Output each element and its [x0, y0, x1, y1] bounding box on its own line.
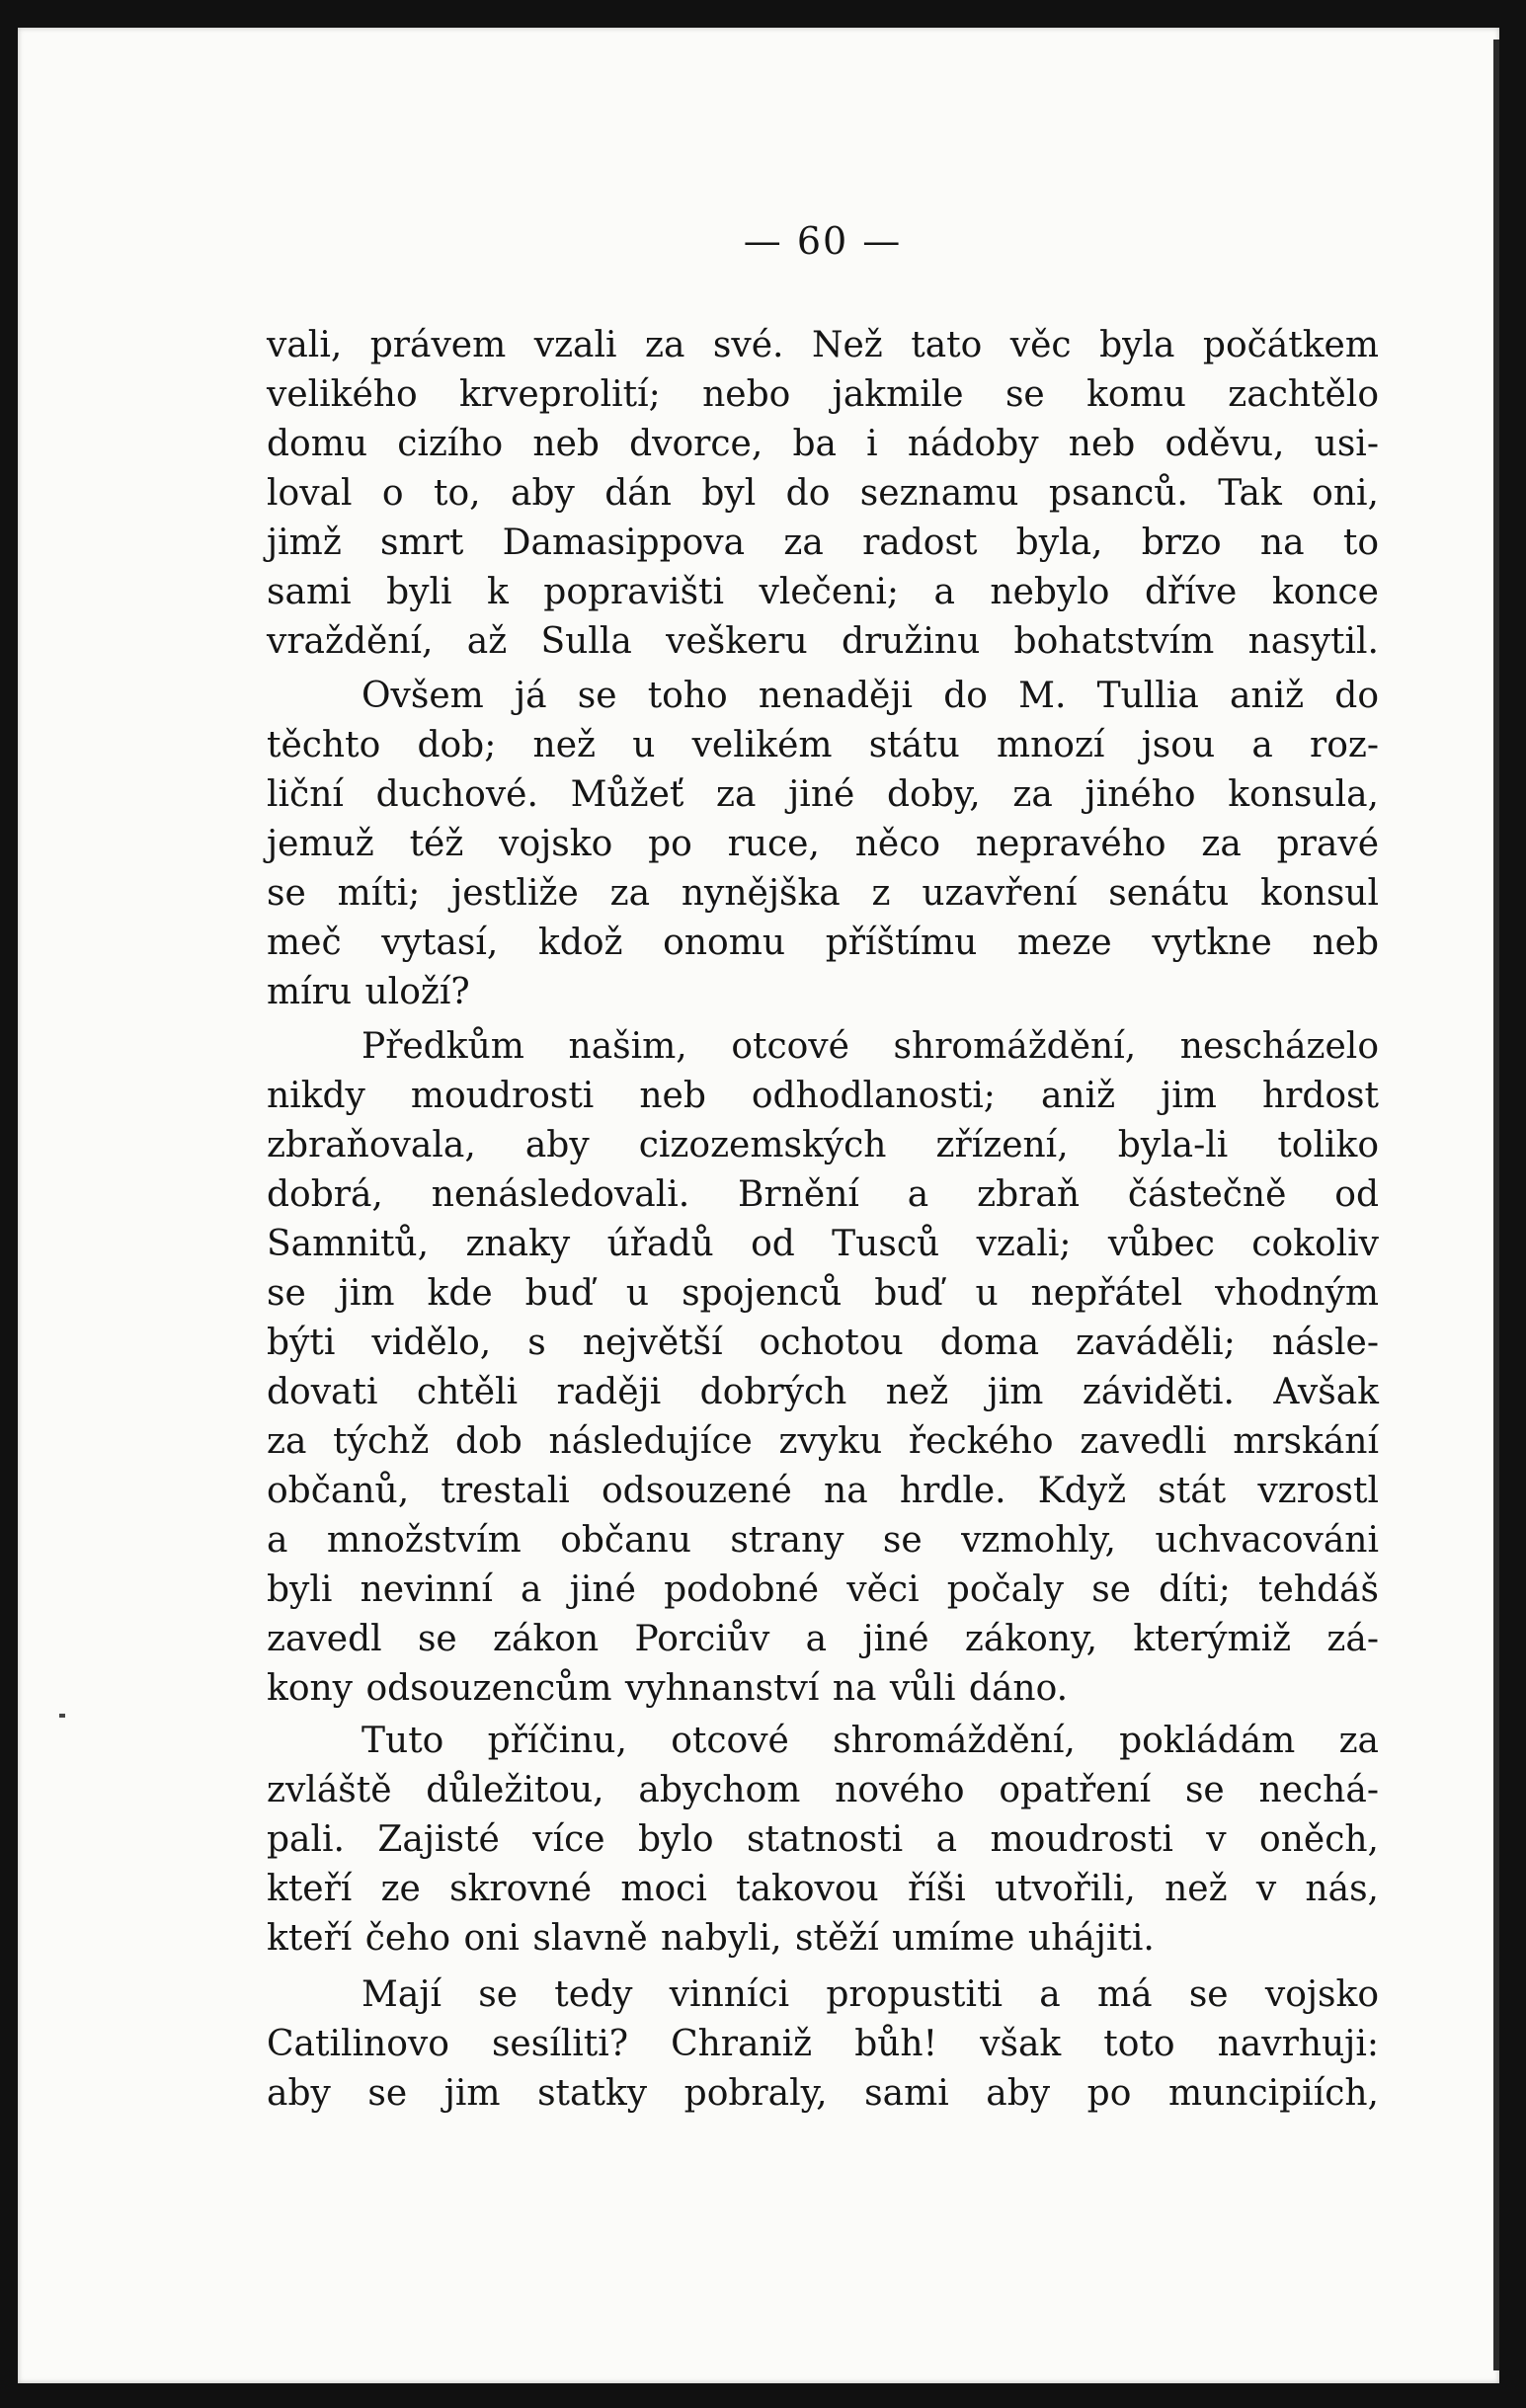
text-line: sami byli k popravišti vlečeni; a nebylo dříve konce	[267, 572, 1379, 612]
text-line: míru uloží?	[267, 972, 470, 1012]
text-line: velikého krveprolití; nebo jakmile se komu zachtělo	[267, 374, 1379, 415]
text-line: dobrá, nenásledovali. Brnění a zbraň částečně od	[267, 1174, 1379, 1215]
text-line: kteří čeho oni slavně nabyli, stěží umíme uhájiti.	[267, 1918, 1155, 1959]
text-line: za týchž dob následujíce zvyku řeckého zavedli mrskání	[267, 1421, 1379, 1462]
text-line: býti vidělo, s největší ochotou doma zaváděli; násle-	[267, 1323, 1379, 1363]
text-line: jimž smrt Damasippova za radost byla, brzo na to	[267, 522, 1379, 563]
text-line: zbraňovala, aby cizozemských zřízení, byla-li toliko	[267, 1125, 1379, 1165]
text-line: aby se jim statky pobraly, sami aby po muncipiích,	[267, 2073, 1379, 2114]
text-line: se jim kde buď u spojenců buď u nepřátel vhodným	[267, 1273, 1379, 1314]
margin-speck	[59, 1714, 65, 1718]
text-line: vraždění, až Sulla veškeru družinu bohatstvím nasytil.	[267, 621, 1379, 662]
text-line: občanů, trestali odsouzené na hrdle. Když stát vzrostl	[267, 1471, 1379, 1511]
text-line: meč vytasí, kdož onomu příštímu meze vytkne neb	[267, 923, 1379, 963]
text-line: jemuž též vojsko po ruce, něco nepravého za pravé	[267, 824, 1379, 864]
text-line: Ovšem já se toho nenaději do M. Tullia aniž do	[361, 676, 1379, 716]
text-line: vali, právem vzali za své. Než tato věc byla počátkem	[267, 325, 1379, 365]
page-binding-edge	[1493, 40, 1499, 2370]
text-line: Catilinovo sesíliti? Chraniž bůh! však toto navrhuji:	[267, 2024, 1379, 2064]
text-line: zavedl se zákon Porciův a jiné zákony, kterýmiž zá-	[267, 1619, 1379, 1659]
text-line: dovati chtěli raději dobrých než jim záviděti. Avšak	[267, 1372, 1379, 1412]
text-line: zvláště důležitou, abychom nového opatření se nechá-	[267, 1770, 1379, 1810]
text-line: Předkům našim, otcové shromáždění, nescházelo	[361, 1026, 1379, 1067]
text-line: byli nevinní a jiné podobné věci počaly se díti; tehdáš	[267, 1569, 1379, 1610]
text-line: kony odsouzencům vyhnanství na vůli dáno.	[267, 1668, 1069, 1709]
text-line: Tuto příčinu, otcové shromáždění, pokládám za	[361, 1721, 1379, 1761]
text-line: Mají se tedy vinníci propustiti a má se vojsko	[361, 1974, 1379, 2015]
text-line: nikdy moudrosti neb odhodlanosti; aniž jim hrdost	[267, 1076, 1379, 1116]
page-number: — 60 —	[743, 219, 903, 263]
text-line: pali. Zajisté více bylo statnosti a moudrosti v oněch,	[267, 1819, 1379, 1860]
text-line: loval o to, aby dán byl do seznamu psanců. Tak oni,	[267, 473, 1379, 514]
text-line: kteří ze skrovné moci takovou říši utvořili, než v nás,	[267, 1869, 1379, 1909]
text-line: Samnitů, znaky úřadů od Tusců vzali; vůbec cokoliv	[267, 1224, 1379, 1264]
text-line: těchto dob; než u velikém státu mnozí jsou a roz-	[267, 725, 1379, 765]
text-line: a množstvím občanu strany se vzmohly, uchvacováni	[267, 1520, 1379, 1561]
text-line: domu cizího neb dvorce, ba i nádoby neb oděvu, usi-	[267, 424, 1379, 464]
text-line: liční duchové. Můžeť za jiné doby, za jiného konsula,	[267, 774, 1379, 815]
text-line: se míti; jestliže za nynějška z uzavření senátu konsul	[267, 873, 1379, 914]
